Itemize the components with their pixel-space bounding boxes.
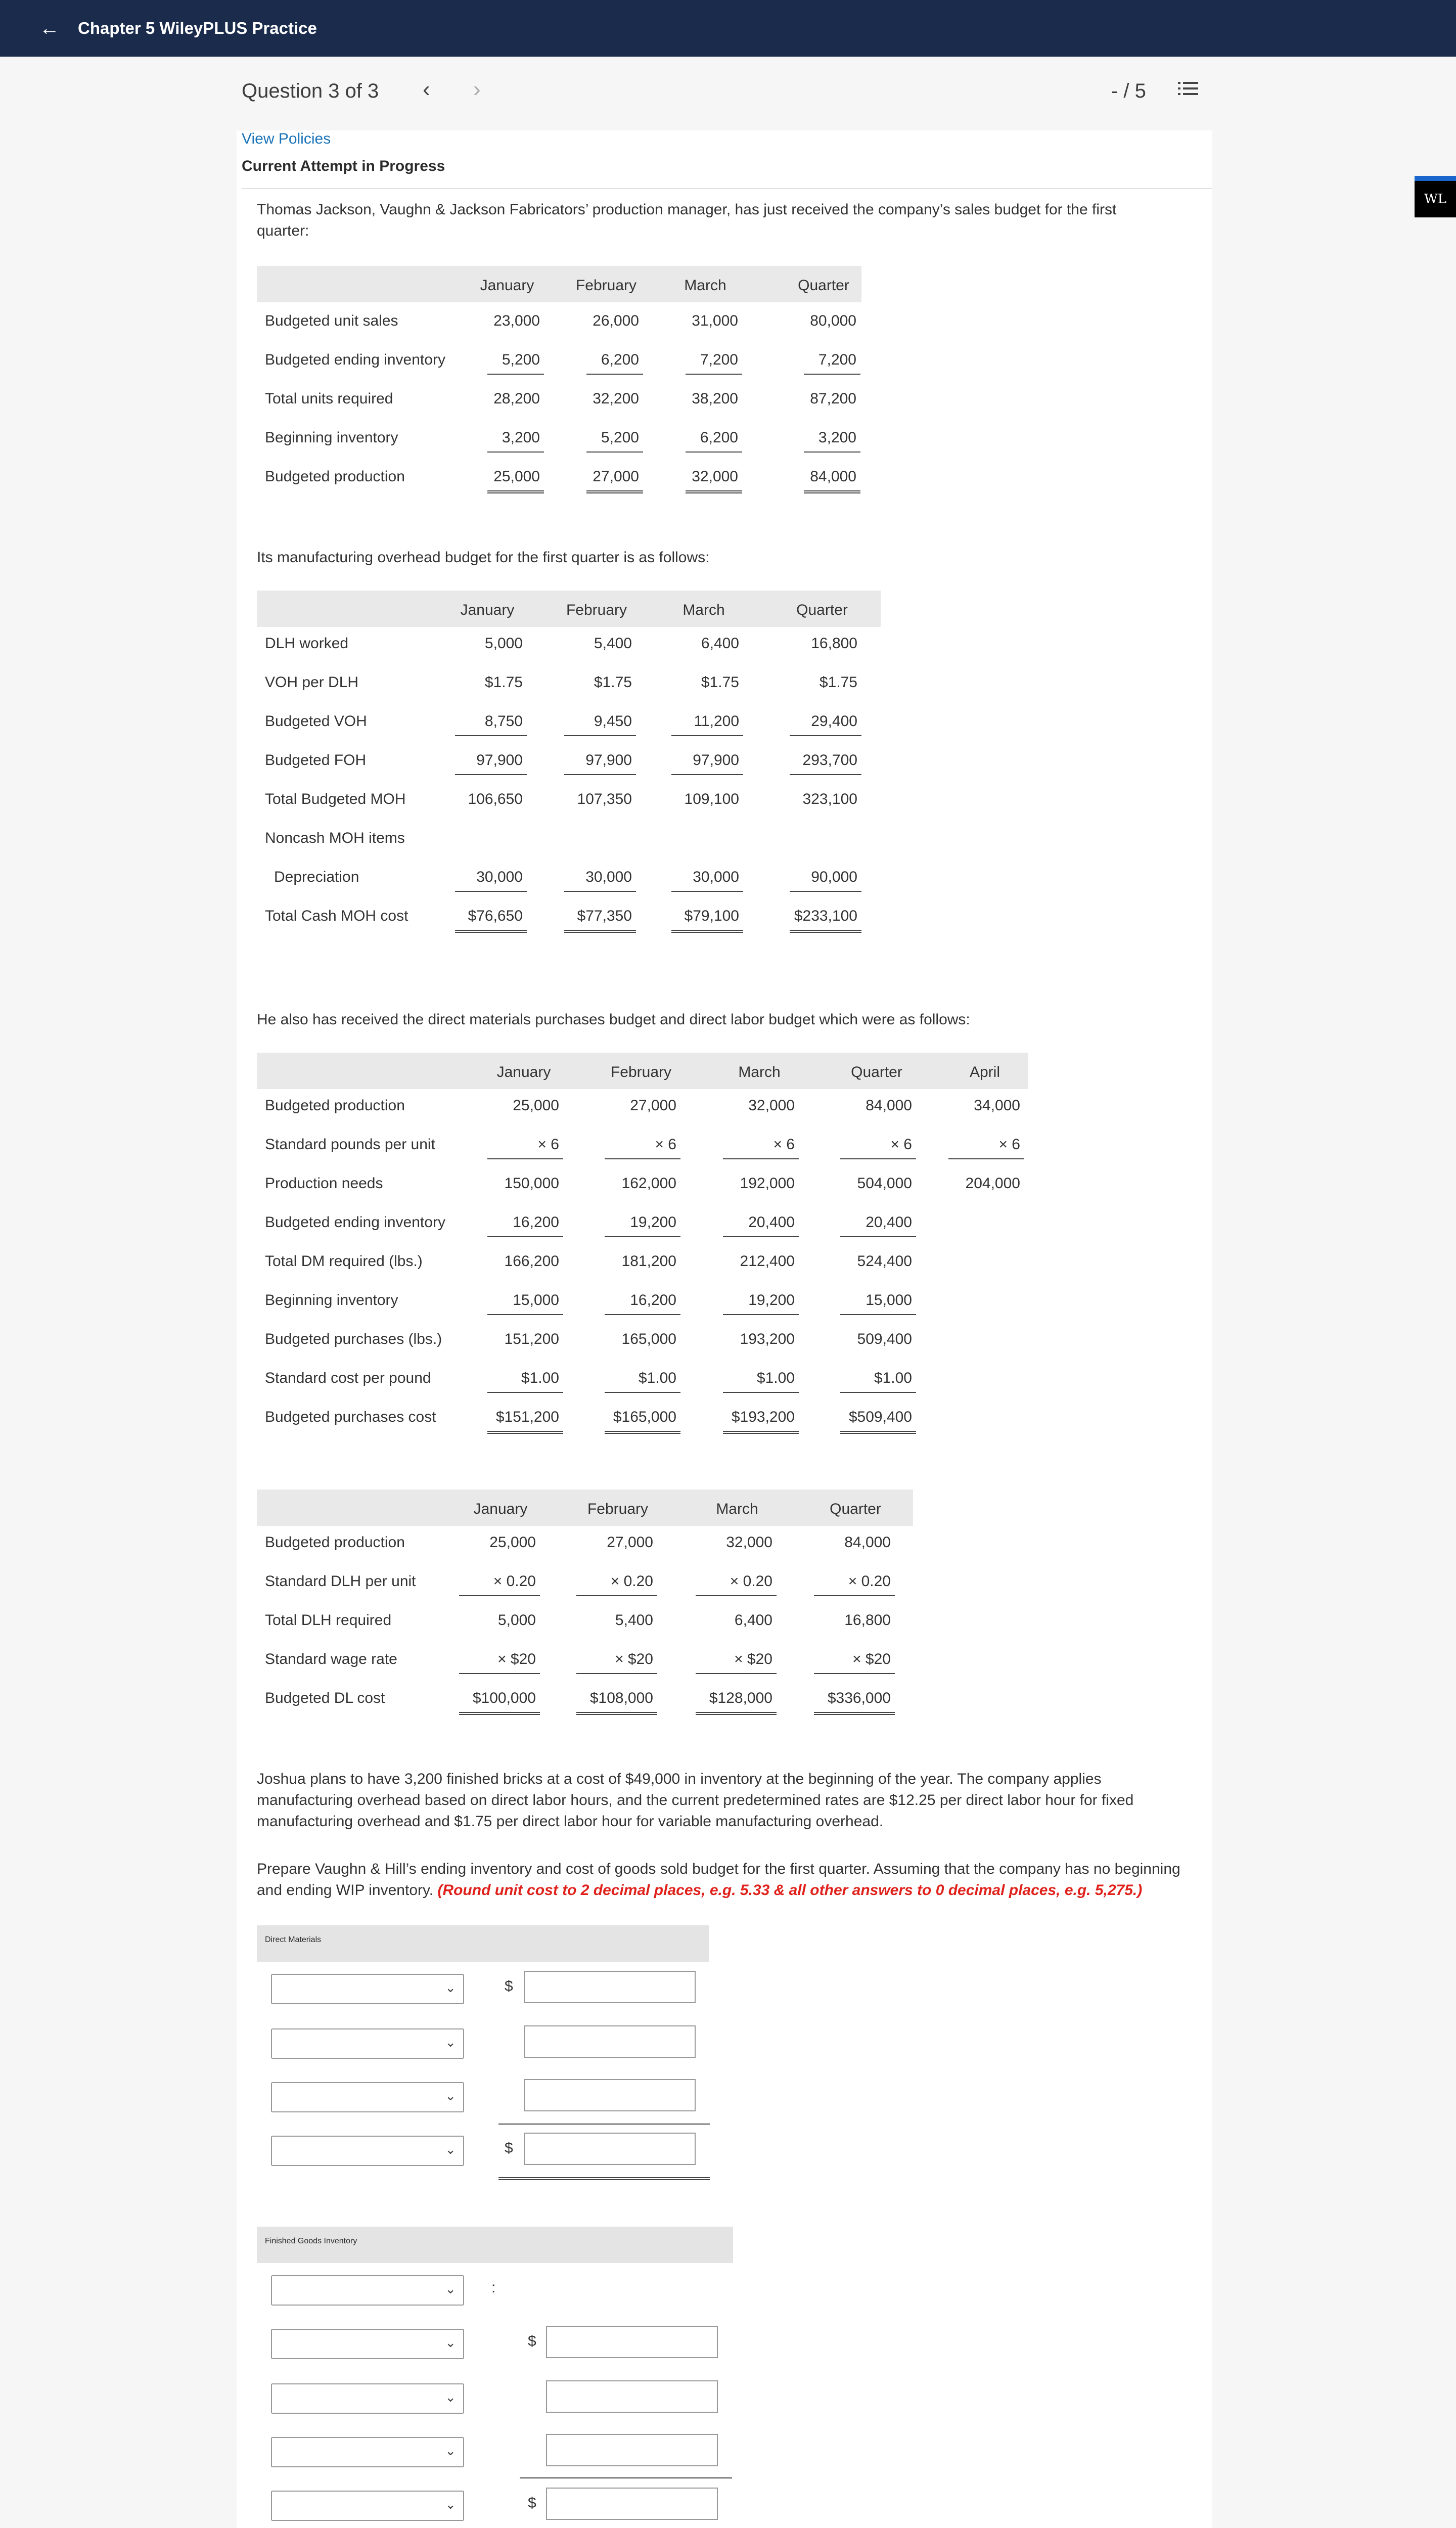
dm_budget-cell: 15,000 xyxy=(513,1292,559,1308)
dm_budget-cell: $193,200 xyxy=(731,1409,795,1425)
instructions-body: Prepare Vaughn & Hill’s ending inventory and cost of goods sold budget for the first quarter. Assuming that the company has no beginning and ending WIP inventory. xyxy=(257,1861,1180,1899)
dm_budget-underline xyxy=(840,1314,916,1315)
dm_budget-underline xyxy=(605,1158,680,1159)
fg-line-select-chevron-icon: ⌄ xyxy=(445,2281,456,2296)
dm_budget-cell: 32,000 xyxy=(748,1097,795,1114)
sales_budget-double-underline xyxy=(804,490,860,493)
sales_budget-cell: 87,200 xyxy=(810,390,856,407)
dm-amount-input[interactable] xyxy=(524,2133,696,2165)
dm_budget-double-underline xyxy=(605,1431,680,1434)
rounding-note: (Round unit cost to 2 decimal places, e.g. 5.33 & all other answers to 0 decimal places, e.g. 5,275.) xyxy=(437,1882,1143,1899)
moh_budget-row-label: Depreciation xyxy=(274,869,359,885)
sales_budget-underline xyxy=(686,374,742,375)
divider xyxy=(242,188,1212,189)
moh_budget-double-underline xyxy=(790,930,861,933)
moh_budget-underline xyxy=(790,735,861,736)
dollar-sign: $ xyxy=(505,1978,513,1995)
dm_budget-row-label: Total DM required (lbs.) xyxy=(265,1253,423,1270)
dl_budget-underline xyxy=(576,1595,657,1596)
sales_budget-cell: 26,000 xyxy=(593,312,639,329)
dm-line-select[interactable] xyxy=(271,2028,464,2059)
moh_budget-double-underline xyxy=(455,930,527,933)
dm_budget-underline xyxy=(605,1314,680,1315)
sales_budget-row-label: Budgeted unit sales xyxy=(265,312,398,329)
dm-line-select-chevron-icon: ⌄ xyxy=(445,1980,456,1995)
dl_budget-cell: × 0.20 xyxy=(848,1573,891,1590)
sales_budget-row-label: Budgeted ending inventory xyxy=(265,351,445,368)
moh_budget-cell: $1.75 xyxy=(701,674,739,691)
sales_budget-col-header: February xyxy=(575,277,637,294)
question-list-icon[interactable] xyxy=(1178,82,1198,99)
sales_budget-cell: 80,000 xyxy=(810,312,856,329)
back-arrow-icon[interactable]: ← xyxy=(39,17,60,39)
sales_budget-cell: 31,000 xyxy=(692,312,738,329)
dm_budget-cell: 84,000 xyxy=(866,1097,912,1114)
dm_budget-row-label: Budgeted purchases (lbs.) xyxy=(265,1331,442,1347)
moh_budget-underline xyxy=(455,891,527,892)
moh_budget-cell: 30,000 xyxy=(693,869,739,885)
dl_budget-underline xyxy=(696,1673,777,1674)
dm_budget-cell: 150,000 xyxy=(504,1175,559,1192)
dl_budget-underline xyxy=(696,1595,777,1596)
sales_budget-cell: 7,200 xyxy=(700,351,738,368)
dm_budget-cell: 16,200 xyxy=(513,1214,559,1231)
moh_budget-underline xyxy=(455,774,527,775)
sales_budget-cell: 84,000 xyxy=(810,468,856,485)
dm_budget-cell: $1.00 xyxy=(638,1370,676,1386)
moh_budget-cell: 30,000 xyxy=(585,869,632,885)
dm_budget-underline xyxy=(723,1236,799,1237)
sales_budget-cell: 25,000 xyxy=(493,468,540,485)
fg-line-select[interactable] xyxy=(271,2491,464,2521)
sales_budget-double-underline xyxy=(487,490,544,493)
dm-section-title: Direct Materials xyxy=(265,1935,322,1944)
sales_budget-cell: 3,200 xyxy=(818,429,856,446)
dm_budget-cell: 524,400 xyxy=(857,1253,912,1270)
dl_budget-cell: × 0.20 xyxy=(493,1573,536,1590)
dm-amount-input[interactable] xyxy=(524,1971,696,2003)
colon-mark: : xyxy=(491,2279,496,2296)
dm_budget-cell: 15,000 xyxy=(866,1292,912,1308)
dm-line-select[interactable] xyxy=(271,1974,464,2004)
dm-subtotal-line xyxy=(498,2124,710,2125)
dm_budget-underline xyxy=(605,1392,680,1393)
dm_budget-row-label: Production needs xyxy=(265,1175,383,1192)
dm_budget-underline xyxy=(605,1236,680,1237)
dl_budget-cell: 32,000 xyxy=(726,1534,772,1551)
dm_budget-row-label: Standard cost per pound xyxy=(265,1370,431,1386)
sales_budget-col-header: January xyxy=(480,277,534,294)
fg-line-select-chevron-icon: ⌄ xyxy=(445,2443,456,2458)
dm-line-select[interactable] xyxy=(271,2136,464,2166)
dl_budget-cell: 27,000 xyxy=(607,1534,653,1551)
moh_budget-row-label: DLH worked xyxy=(265,635,349,652)
dm_budget-cell: 151,200 xyxy=(504,1331,559,1347)
dm_budget-cell: 181,200 xyxy=(621,1253,676,1270)
previous-question-icon[interactable]: ‹ xyxy=(423,77,430,102)
sales_budget-cell: 28,200 xyxy=(493,390,540,407)
sales_budget-cell: 6,200 xyxy=(700,429,738,446)
dm-line-select-chevron-icon: ⌄ xyxy=(445,2142,456,2157)
sales_budget-header-row xyxy=(257,266,861,302)
sales_budget-cell: 6,200 xyxy=(601,351,639,368)
dm_budget-cell: 34,000 xyxy=(974,1097,1020,1114)
dm-line-select[interactable] xyxy=(271,2082,464,2112)
dm-line-select-chevron-icon: ⌄ xyxy=(445,2088,456,2103)
fg-amount-input[interactable] xyxy=(546,2434,718,2466)
moh_budget-cell: 107,350 xyxy=(577,791,632,807)
dm_budget-underline xyxy=(487,1392,563,1393)
dm_budget-cell: $1.00 xyxy=(756,1370,795,1386)
moh_budget-cell: 323,100 xyxy=(802,791,857,807)
moh_budget-cell: 109,100 xyxy=(684,791,739,807)
dm_budget-underline xyxy=(723,1392,799,1393)
sales_budget-underline xyxy=(804,374,860,375)
fg-amount-input[interactable] xyxy=(546,2326,718,2358)
moh_budget-double-underline xyxy=(564,930,636,933)
moh_budget-cell: 16,800 xyxy=(811,635,857,652)
moh_budget-row-label: VOH per DLH xyxy=(265,674,359,691)
dl_budget-cell: 5,000 xyxy=(497,1612,536,1629)
sales_budget-cell: 5,200 xyxy=(601,429,639,446)
dm-intro-text: He also has received the direct materials purchases budget and direct labor budget which were as follows: xyxy=(257,1011,970,1028)
question-header xyxy=(0,57,1456,130)
dl_budget-cell: 5,400 xyxy=(615,1612,653,1629)
fg-line-select[interactable] xyxy=(271,2383,464,2414)
dl_budget-col-header: February xyxy=(587,1501,649,1517)
moh_budget-col-header: February xyxy=(566,602,627,618)
dm_budget-cell: 20,400 xyxy=(866,1214,912,1231)
dm_budget-double-underline xyxy=(487,1431,563,1434)
moh_budget-cell: $77,350 xyxy=(577,908,632,924)
dl_budget-cell: 6,400 xyxy=(734,1612,772,1629)
dm_budget-cell: 193,200 xyxy=(740,1331,795,1347)
sales_budget-cell: 32,000 xyxy=(692,468,738,485)
dm_budget-underline xyxy=(487,1314,563,1315)
scenario-text: Joshua plans to have 3,200 finished bricks at a cost of $49,000 in inventory at the beginning of the year. The company applies manufacturing overhead based on direct labor hours, and the current predetermined rates are $12.25 per direct labor hour for fixed manufacturing overhead and $1.75 per direct labor hour for variable manufacturing overhead. xyxy=(257,1771,1134,1830)
dm_budget-col-header: March xyxy=(738,1064,781,1080)
sales_budget-row-label: Budgeted production xyxy=(265,468,405,485)
dl_budget-underline xyxy=(814,1673,895,1674)
dm_budget-cell: × 6 xyxy=(655,1136,676,1153)
dm_budget-underline xyxy=(723,1314,799,1315)
dl_budget-double-underline xyxy=(814,1712,895,1715)
dm_budget-row-label: Standard pounds per unit xyxy=(265,1136,435,1153)
moh_budget-cell: 5,400 xyxy=(594,635,632,652)
moh_budget-cell: $1.75 xyxy=(594,674,632,691)
dm_budget-row-label: Budgeted production xyxy=(265,1097,405,1114)
dm_budget-cell: $151,200 xyxy=(495,1409,559,1425)
dl_budget-row-label: Budgeted production xyxy=(265,1534,405,1551)
sales_budget-double-underline xyxy=(686,490,742,493)
moh_budget-double-underline xyxy=(671,930,743,933)
dollar-sign: $ xyxy=(505,2140,513,2156)
sales_budget-col-header: March xyxy=(684,277,726,294)
dl_budget-row-label: Budgeted DL cost xyxy=(265,1690,385,1706)
moh_budget-row-label: Total Cash MOH cost xyxy=(265,908,408,924)
moh_budget-row-label: Budgeted VOH xyxy=(265,713,367,730)
moh-intro-text: Its manufacturing overhead budget for the first quarter is as follows: xyxy=(257,549,710,566)
moh_budget-underline xyxy=(564,774,636,775)
dl_budget-cell: × $20 xyxy=(615,1651,653,1667)
sales_budget-cell: 23,000 xyxy=(493,312,540,329)
dl_budget-underline xyxy=(459,1595,540,1596)
dl_budget-double-underline xyxy=(696,1712,777,1715)
dm_budget-underline xyxy=(948,1158,1024,1159)
instructions-text xyxy=(257,1859,1197,1901)
dm_budget-cell: 509,400 xyxy=(857,1331,912,1347)
dl_budget-row-label: Standard DLH per unit xyxy=(265,1573,416,1590)
dl_budget-cell: × 0.20 xyxy=(610,1573,653,1590)
dl_budget-double-underline xyxy=(459,1712,540,1715)
moh_budget-cell: 6,400 xyxy=(701,635,739,652)
dl_budget-cell: $108,000 xyxy=(589,1690,653,1706)
dm_budget-col-header: Quarter xyxy=(851,1064,902,1080)
fg-line-select[interactable] xyxy=(271,2275,464,2306)
moh_budget-cell: $1.75 xyxy=(484,674,523,691)
dm_budget-cell: 192,000 xyxy=(740,1175,795,1192)
dm-total-line xyxy=(498,2177,710,2180)
moh_budget-cell: 30,000 xyxy=(476,869,523,885)
moh_budget-underline xyxy=(455,735,527,736)
dm_budget-cell: $509,400 xyxy=(848,1409,912,1425)
dm_budget-underline xyxy=(840,1158,916,1159)
dl_budget-col-header: March xyxy=(716,1501,758,1517)
dm_budget-cell: 212,400 xyxy=(740,1253,795,1270)
moh_budget-underline xyxy=(790,891,861,892)
fg-subtotal-line xyxy=(520,2477,732,2478)
fg-amount-input[interactable] xyxy=(546,2380,718,2413)
dollar-sign: $ xyxy=(528,2333,536,2350)
dl_budget-col-header: Quarter xyxy=(830,1501,881,1517)
dm_budget-cell: 19,200 xyxy=(748,1292,795,1308)
dm_budget-cell: 25,000 xyxy=(513,1097,559,1114)
dm_budget-cell: $1.00 xyxy=(521,1370,559,1386)
moh_budget-underline xyxy=(671,735,743,736)
fg-amount-input[interactable] xyxy=(546,2488,718,2520)
sales_budget-cell: 3,200 xyxy=(502,429,540,446)
sales_budget-cell: 5,200 xyxy=(502,351,540,368)
dl_budget-row-label: Total DLH required xyxy=(265,1612,392,1629)
moh_budget-cell: 29,400 xyxy=(811,713,857,730)
fg-line-select[interactable] xyxy=(271,2437,464,2467)
dm_budget-cell: 166,200 xyxy=(504,1253,559,1270)
sales_budget-underline xyxy=(686,452,742,453)
dl_budget-cell: × $20 xyxy=(852,1651,891,1667)
dm_budget-col-header: April xyxy=(969,1064,1000,1080)
question-label: Question 3 of 3 xyxy=(242,80,379,102)
fg-line-select-chevron-icon: ⌄ xyxy=(445,2497,456,2512)
moh_budget-cell: 97,900 xyxy=(585,752,632,769)
dl_budget-underline xyxy=(576,1673,657,1674)
dl_budget-underline xyxy=(814,1595,895,1596)
sales_budget-cell: 38,200 xyxy=(692,390,738,407)
moh_budget-row-label: Noncash MOH items xyxy=(265,830,405,846)
dl_budget-cell: × $20 xyxy=(734,1651,772,1667)
dm_budget-cell: $165,000 xyxy=(613,1409,676,1425)
course-title: Chapter 5 WileyPLUS Practice xyxy=(78,19,317,37)
sales_budget-cell: 7,200 xyxy=(818,351,856,368)
moh_budget-cell: $233,100 xyxy=(794,908,857,924)
dollar-sign: $ xyxy=(528,2495,536,2511)
moh_budget-col-header: January xyxy=(460,602,515,618)
dl_budget-cell: × 0.20 xyxy=(730,1573,772,1590)
dl_budget-cell: $336,000 xyxy=(827,1690,891,1706)
sales_budget-row-label: Beginning inventory xyxy=(265,429,398,446)
dl_budget-col-header: January xyxy=(473,1501,528,1517)
dm_budget-cell: 27,000 xyxy=(630,1097,676,1114)
dl_budget-cell: × $20 xyxy=(497,1651,536,1667)
dm_budget-cell: × 6 xyxy=(773,1136,795,1153)
fg-section-title: Finished Goods Inventory xyxy=(265,2237,357,2245)
dm_budget-cell: 162,000 xyxy=(621,1175,676,1192)
dm_budget-row-label: Budgeted ending inventory xyxy=(265,1214,445,1231)
sales_budget-col-header: Quarter xyxy=(798,277,849,294)
sales_budget-double-underline xyxy=(586,490,643,493)
dm_budget-underline xyxy=(487,1158,563,1159)
dm_budget-double-underline xyxy=(723,1431,799,1434)
fg-line-select[interactable] xyxy=(271,2329,464,2359)
dm_budget-underline xyxy=(487,1236,563,1237)
moh_budget-col-header: March xyxy=(682,602,725,618)
sales_budget-underline xyxy=(804,452,860,453)
dm_budget-cell: 504,000 xyxy=(857,1175,912,1192)
moh_budget-underline xyxy=(564,735,636,736)
moh_budget-underline xyxy=(790,774,861,775)
attempt-status: Current Attempt in Progress xyxy=(242,158,445,174)
fg-line-select-chevron-icon: ⌄ xyxy=(445,2335,456,2350)
moh_budget-row-label: Budgeted FOH xyxy=(265,752,367,769)
moh_budget-cell: 5,000 xyxy=(484,635,523,652)
moh_budget-cell: $76,650 xyxy=(468,908,523,924)
moh_budget-underline xyxy=(564,891,636,892)
sales_budget-cell: 32,200 xyxy=(593,390,639,407)
view-policies-link[interactable]: View Policies xyxy=(242,130,331,147)
intro-text: Thomas Jackson, Vaughn & Jackson Fabricators’ production manager, has just received the company’s sales budget for the first quarter: xyxy=(257,201,1117,239)
fg-line-select-chevron-icon: ⌄ xyxy=(445,2389,456,2405)
dm_budget-cell: 204,000 xyxy=(965,1175,1020,1192)
moh_budget-underline xyxy=(671,891,743,892)
dl_budget-cell: 25,000 xyxy=(489,1534,536,1551)
dm_budget-row-label: Budgeted purchases cost xyxy=(265,1409,436,1425)
moh_budget-cell: 106,650 xyxy=(468,791,523,807)
dm-amount-input[interactable] xyxy=(524,2025,696,2058)
moh_budget-cell: 90,000 xyxy=(811,869,857,885)
sales_budget-underline xyxy=(586,374,643,375)
sales_budget-cell: 27,000 xyxy=(593,468,639,485)
top-bar xyxy=(0,0,1456,57)
dm_budget-double-underline xyxy=(840,1431,916,1434)
dm-line-select-chevron-icon: ⌄ xyxy=(445,2035,456,2050)
dm_budget-cell: × 6 xyxy=(890,1136,912,1153)
moh_budget-cell: $1.75 xyxy=(819,674,857,691)
dm_budget-cell: 20,400 xyxy=(748,1214,795,1231)
moh_budget-cell: 8,750 xyxy=(484,713,523,730)
wileyplus-logo[interactable]: WL xyxy=(1415,176,1456,217)
dl_budget-cell: 16,800 xyxy=(844,1612,891,1629)
dm_budget-cell: 16,200 xyxy=(630,1292,676,1308)
dm_budget-cell: 19,200 xyxy=(630,1214,676,1231)
moh_budget-cell: 97,900 xyxy=(476,752,523,769)
dm-amount-input[interactable] xyxy=(524,2079,696,2111)
dm-section-header xyxy=(257,1925,709,1962)
dm_budget-col-header: January xyxy=(496,1064,551,1080)
dm_budget-cell: 165,000 xyxy=(621,1331,676,1347)
sales_budget-underline xyxy=(487,452,544,453)
dm_budget-underline xyxy=(723,1158,799,1159)
dm_budget-cell: × 6 xyxy=(537,1136,559,1153)
dl_budget-cell: $128,000 xyxy=(709,1690,772,1706)
dm_budget-col-header: February xyxy=(610,1064,672,1080)
sales_budget-underline xyxy=(487,374,544,375)
moh_budget-cell: $79,100 xyxy=(684,908,739,924)
dm_budget-underline xyxy=(840,1392,916,1393)
dl_budget-double-underline xyxy=(576,1712,657,1715)
dl_budget-cell: 84,000 xyxy=(844,1534,891,1551)
moh_budget-cell: 11,200 xyxy=(694,713,739,730)
next-question-icon[interactable]: › xyxy=(473,77,481,102)
sales_budget-underline xyxy=(586,452,643,453)
sales_budget-row-label: Total units required xyxy=(265,390,393,407)
question-score: - / 5 xyxy=(1111,80,1146,102)
dl_budget-underline xyxy=(459,1673,540,1674)
dl_budget-cell: $100,000 xyxy=(472,1690,536,1706)
moh_budget-cell: 293,700 xyxy=(802,752,857,769)
moh_budget-cell: 9,450 xyxy=(594,713,632,730)
moh_budget-cell: 97,900 xyxy=(693,752,739,769)
dm_budget-row-label: Beginning inventory xyxy=(265,1292,398,1308)
moh_budget-underline xyxy=(671,774,743,775)
dm_budget-cell: × 6 xyxy=(998,1136,1020,1153)
moh_budget-row-label: Total Budgeted MOH xyxy=(265,791,406,807)
dm_budget-cell: $1.00 xyxy=(874,1370,912,1386)
dl_budget-row-label: Standard wage rate xyxy=(265,1651,397,1667)
moh_budget-col-header: Quarter xyxy=(796,602,848,618)
dm_budget-underline xyxy=(840,1236,916,1237)
